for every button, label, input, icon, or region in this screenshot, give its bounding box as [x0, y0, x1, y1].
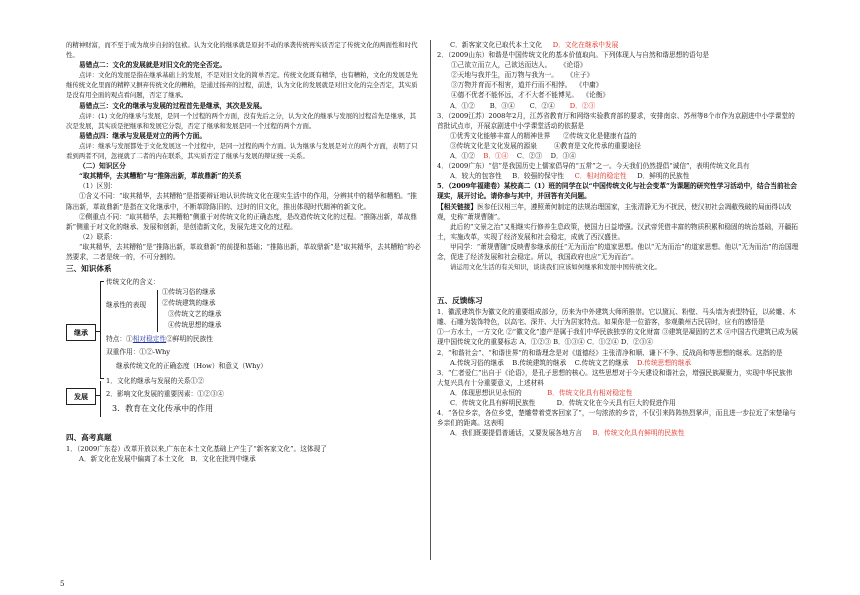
question: 4．“各位乡亲，各位乡党，楚雕带着党客回家了”，一句浓浓的乡音，不仅引来阵阵热烈掌声，而且进一步拉近了宋楚瑜与乡亲们的距离。这表明: [437, 409, 796, 428]
answer-option: C．相对的稳定性: [574, 172, 627, 181]
error-point-body: 点评：继承与发展都处于文化发展这一个过程中，是同一过程的两个方面。认为继承与发展是对立的两个方面，表明了只看到两者不同，忽视就了二者的内在联系，其实质否定了继承与发展的辩证统一关系。: [66, 141, 418, 161]
error-point-body: 点评：(1) 文化的继承与发展，是同一个过程的两个方面，没有先后之分，认为文化的继承与发展的过程首先是继承，其次是发展，其实质是把继承和发展它分裂，否定了继承和发展是同一个过程的两个方面。: [66, 111, 417, 130]
traits-label: 特点：①: [106, 335, 133, 344]
option: C．②④: [529, 101, 555, 110]
develop-box: 发展: [66, 388, 96, 405]
option: B．③④: [489, 101, 515, 110]
paragraph: 的精神财富，而不至于成为故步自封的包袱。认为文化的继承就是原封不动的承袭传统再实质否定了传统文化的两面性和时代性。: [66, 41, 418, 60]
option: A．较大的包容性: [450, 172, 502, 181]
tree-item: ②传统建筑的继承: [162, 299, 216, 308]
tree-item: ④传统思想的继承: [168, 321, 222, 330]
answer-option: B．传统文化具有相对稳定性: [547, 388, 633, 397]
column-divider: [430, 40, 431, 560]
options-row: [66, 454, 422, 464]
material: 【相关链接】医参任汉相三年，遵照萧何制定的法规治理国家，主张清静无为不扰民，使汉初社会凋敝残破的局面得以改观，史称“萧规曹随”。: [437, 202, 792, 221]
option: A．①②: [450, 152, 475, 161]
error-point-title: 易错点四：继承与发展是对立的两个方面。: [79, 131, 207, 140]
diff-label: （1）区别：: [79, 182, 117, 191]
left-column: [66, 40, 422, 464]
quote-item: ②天地与我并生，而万物与我为一。 《庄子》: [451, 71, 594, 80]
diff-item: ②侧重点不同：“取其精华，去其糟粕”侧重于对传统文化的正确态度，是改造传统文化的过程。“推陈出新，革故鼎新”侧重于对文化的继承、发展和创新，是创造新文化，发展先进文化的过程。: [66, 212, 417, 231]
tree-traits: [106, 334, 213, 344]
distinguish-title: “取其精华，去其糟粕”与“推陈出新，革故鼎新”的关系: [79, 172, 242, 181]
option: A．①②: [450, 101, 475, 110]
tree-dev-item: 2．影响文化发展的重要因素：①②③④: [106, 390, 224, 399]
option: A.传统习俗的继承: [450, 358, 504, 367]
error-point-title: 易错点二：文化的发展就是对旧文化的完全否定。: [79, 61, 227, 70]
options-row: [437, 40, 799, 50]
material: 此后的“文景之治”又相继实行修养生息政策，使国力日益增强。汉武帝凭借丰富的物质积累和稳固的统治基础，开疆拓土，实施改革，实现了经济发展和社会稳定，成就了西汉盛世。: [437, 222, 798, 241]
option: B.传统建筑的继承: [512, 358, 567, 367]
inherit-box: 继承: [66, 324, 96, 341]
options-row: [437, 101, 799, 111]
brace-line: [157, 290, 158, 332]
section-title: 五、反馈练习: [437, 296, 483, 306]
option: C．新客家文化已取代本土文化: [450, 41, 543, 49]
brace-line: [100, 281, 101, 379]
option: A．体现思想识见永恒的: [450, 388, 522, 397]
answer-option: B．传统文化具有鲜明的民族性: [592, 429, 685, 438]
traits-link[interactable]: 相对稳定性: [132, 335, 167, 344]
tree-features-label: 继承性的表现: [106, 301, 147, 310]
answer-option: D.传统思想的继承: [637, 358, 692, 367]
question: 4．（2009广东）“信”是我国历史上儒家倡导的“五常”之一。今天我们仍然提倡“诚信”，表明传统文化具有: [437, 162, 750, 171]
options-row: [437, 358, 799, 368]
question: 3．（2009江苏）2008年2月，江苏省教育厅和网络实验教育部的要求，安排南京、苏州等8个市作为京剧进中小学课堂的首批试点市，开展京剧进中小学课堂活动的依据是: [437, 111, 795, 130]
question-prompt: 请运用文化生活的有关知识，谈谈我们应该如何继承和发展中国传统文化。: [450, 263, 661, 272]
quote-item: ④德不优者不能怀远，才不大者不能博见。 《论衡》: [451, 91, 610, 100]
brace-line: [96, 331, 100, 332]
brace-line: [100, 281, 104, 282]
items-row: ①优秀文化能够丰富人的精神世界 ②传统文化是健康有益的: [450, 131, 637, 140]
section-title: 三、知识体系: [66, 264, 112, 274]
tree-content-label: 传统文化的含义：: [106, 278, 160, 287]
page-number: 5: [60, 580, 65, 588]
option: C．传统文化具有鲜明民族性: [450, 399, 536, 407]
brace-line: [100, 378, 104, 379]
question: 1．徽派建筑作为徽文化的重要组成部分，历来为中外建筑大师所推崇。它以黛瓦、粉壁、马头墙为表型特征，以砖雕、木雕、石雕为装饰特色，以高宅、深井、大厅为居家特点。如果你是一位游客，参观徽州古民居时，应有的感悟是: [437, 308, 796, 327]
option: D．传统文化在今天具有巨大的促进作用: [556, 399, 676, 407]
option: C.传统文艺的继承: [574, 358, 629, 367]
tree-dev-item: 3．教育在文化传承中的作用: [112, 404, 214, 414]
answer-space: [437, 272, 799, 294]
question: 1．（2009广东卷）改革开放以来,广东在本土文化基础上产生了“新客家文化”。这体现了: [66, 445, 327, 454]
tree-attitude: 继承传统文化的正确态度（How）和意义（Why）: [116, 362, 267, 371]
answer-option: D．②③: [569, 101, 596, 110]
quote-item: ①己欲立而立人，己欲达而达人。 《论语》: [451, 61, 587, 70]
options-row: [437, 151, 799, 161]
question: 5．（2009年福建卷）某校高二（1）班的同学在以“中国传统文化与社会变革”为课题的研究性学习活动中，结合当前社会现实，展开讨论。请你参与其中，并回答有关问题。: [437, 182, 797, 201]
option: A．新文化在发展中偏离了本土文化: [79, 455, 185, 464]
right-column: [437, 40, 799, 438]
option: D．鲜明的民族性: [637, 172, 690, 181]
section-title: 四、高考真题: [66, 433, 112, 443]
brace-line: [96, 395, 100, 396]
error-point-body: 点评：文化的发展是指在继承基础上的发展，不是对旧文化的简单否定。传统文化既有精华，也有糟粕，文化的发展是先继传统文化里面的精粹又摒弃传统文化的糟粕，是通过扬弃的过程，前进，认为文化的发展就是对旧文化的完全否定，其实质是没有用全面的观点看问题，否定了继承。: [66, 71, 418, 100]
link-body: “取其精华，去其糟粕”是“推陈出新，革故鼎新”的前提和基础；“推陈出新，革故鼎新”是“取其精华，去其糟粕”的必然要求，二者是统一的，不可分割的。: [66, 242, 421, 261]
options-row: [437, 171, 799, 181]
subsection-title: （二）知识区分: [79, 162, 126, 171]
link-label: （2）联系：: [79, 232, 117, 241]
error-point-title: 易错点三：文化的继承与发展的过程首先是继承，其次是发展。: [79, 101, 267, 110]
brace-line: [100, 381, 101, 417]
tree-item: ①传统习俗的继承: [162, 288, 216, 297]
question: 2．“和谐社会”、“和谐世界”的和谐理念是对《道德经》主张清净和顺、谦下不争、反战尚和等思想的继承。这指的是: [437, 348, 783, 357]
tree-dual: 双重作用：①②-Why: [106, 348, 171, 357]
items-row: ③传统文化是文化发展的源泉 ④教育是文化传承的重要途径: [450, 141, 641, 150]
option: A．我们既要提倡普通话，又要发展各地方言: [450, 429, 582, 438]
traits-rest: ②鲜明的民族性: [166, 335, 213, 344]
answer-option: B．①④: [483, 152, 509, 161]
items-row: ①一方水土，一方文化 ②“徽文化”遗产是属于我们中华民族独享的文化财富 ③建筑是凝固的艺术 ④中国古代建筑已成为展现中国传统文化的重要标志 A．①②③ B．①③④ C．①②④ D．②③④: [437, 328, 798, 347]
answer-option: D．文化在继承中发展: [552, 41, 619, 49]
option: B．较强的保守性: [512, 172, 565, 181]
diff-item: ①含义不同：“取其精华，去其糟粕”是指要辩证地认识传统文化在现实生活中的作用，分辨其中的精华和糟粕。“推陈出新，革故鼎新”是指在文化继承中，不断革除陈旧的、过时的旧文化，推出体现时代精神的新文化。: [66, 192, 417, 211]
option: B．文化在批判中继承: [190, 455, 256, 464]
option: C．②③: [516, 152, 543, 161]
tree-dev-item: 1．文化的继承与发展的关系①②: [106, 377, 204, 386]
knowledge-tree: [66, 277, 422, 427]
option: D．③④: [550, 152, 577, 161]
question: 2．（2009山东）和谐是中国传统文化的基本价值取向。下列体现人与自然和谐思想的语句是: [437, 51, 710, 60]
material: 甲同学：“萧规曹随”反映曹参继承前任“无为而治”的道家思想。他以“无为而治”的道家思想。他以“无为而治”的治国理念，促进了经济发展和社会稳定。所以，我国政府也应“无为而治”。: [437, 242, 799, 261]
options-row: [437, 388, 799, 398]
question: 3．“仁者爱仁”出自于《论语》，是孔子思想的核心。这些思想对于今天建设和谐社会，增强民族凝聚力，实现中华民族伟大复兴具有十分重要意义，上述材料: [437, 368, 793, 387]
quote-item: ③万物并育而不相害，道并行而不相悖。 《中庸》: [451, 81, 603, 90]
tree-item: ③传统文艺的继承: [168, 310, 222, 319]
options-row: [437, 398, 799, 408]
options-row: [437, 428, 799, 438]
